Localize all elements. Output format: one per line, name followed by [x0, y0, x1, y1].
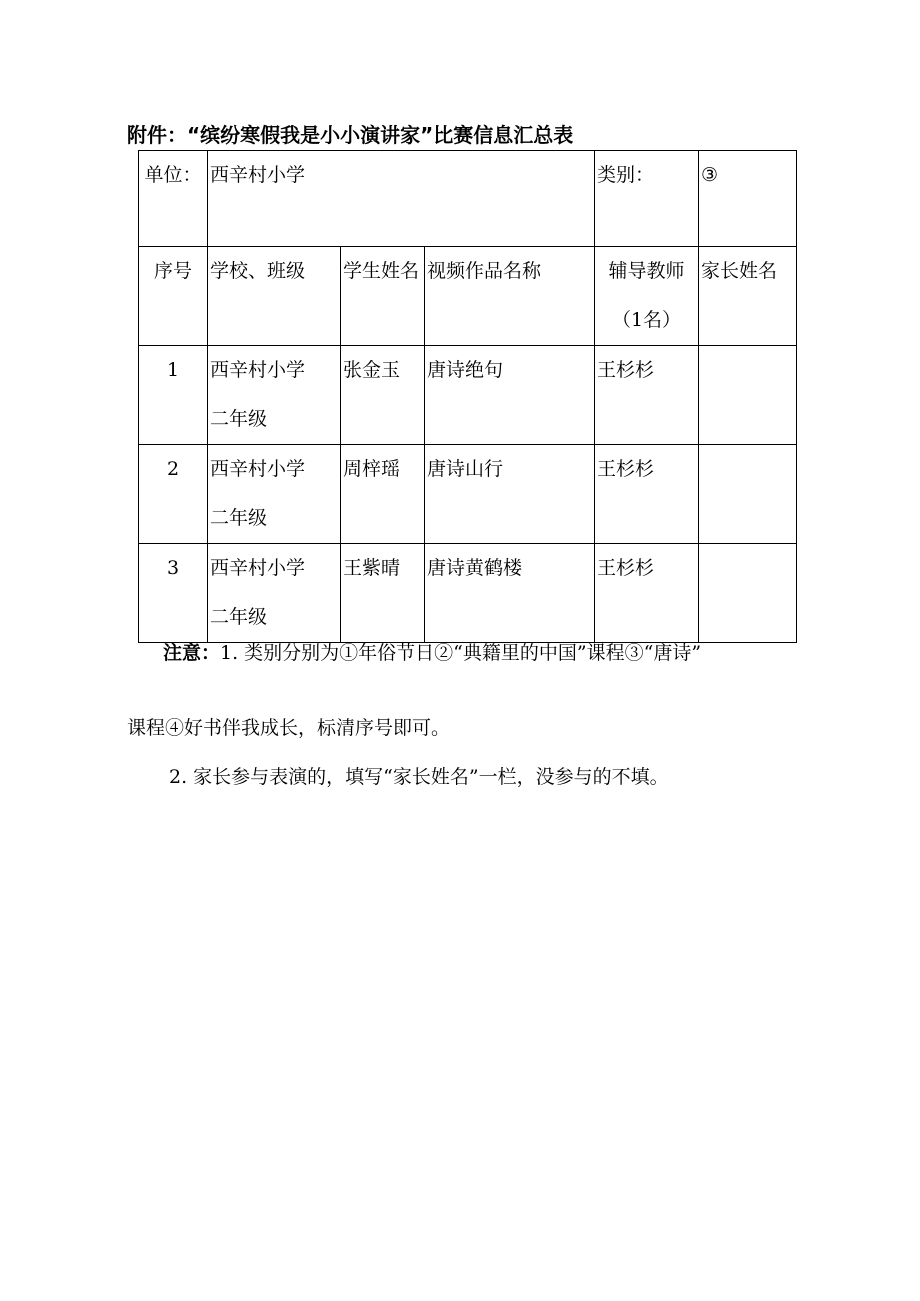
note-1-continued: 课程④好书伴我成长，标清序号即可。 — [127, 717, 451, 739]
row-class: 二年级 — [210, 606, 268, 628]
row-teacher: 王杉杉 — [595, 346, 699, 445]
row-student: 张金玉 — [341, 346, 425, 445]
category-label: 类别： — [595, 151, 699, 247]
unit-label: 单位： — [139, 151, 208, 247]
row-school: 西辛村小学 — [210, 557, 306, 579]
row-school-class — [208, 445, 341, 544]
note-label: 注意： — [163, 642, 221, 664]
row-school-class — [208, 346, 341, 445]
header-row — [139, 247, 797, 346]
table-row — [139, 544, 797, 643]
row-parent — [699, 544, 797, 643]
row-school-class — [208, 544, 341, 643]
row-work: 唐诗黄鹤楼 — [425, 544, 595, 643]
row-seq: 1 — [139, 346, 208, 445]
row-student: 王紫晴 — [341, 544, 425, 643]
note-1 — [163, 640, 783, 666]
unit-value: 西辛村小学 — [208, 151, 595, 247]
header-school-class: 学校、班级 — [208, 247, 341, 346]
row-teacher: 王杉杉 — [595, 445, 699, 544]
row-work: 唐诗山行 — [425, 445, 595, 544]
unit-row — [139, 151, 797, 247]
row-parent — [699, 346, 797, 445]
header-student-name: 学生姓名 — [341, 247, 425, 346]
document-title: 附件：“缤纷寒假我是小小演讲家”比赛信息汇总表 — [127, 123, 574, 147]
row-class: 二年级 — [210, 408, 268, 430]
row-school: 西辛村小学 — [210, 458, 306, 480]
info-table — [138, 150, 797, 643]
category-value: ③ — [699, 151, 797, 247]
row-teacher: 王杉杉 — [595, 544, 699, 643]
table-row — [139, 445, 797, 544]
note-1-text: 1. 类别分别为①年俗节日②“典籍里的中国”课程③“唐诗” — [220, 642, 702, 664]
row-seq: 3 — [139, 544, 208, 643]
note-2: 2. 家长参与表演的，填写“家长姓名”一栏，没参与的不填。 — [169, 766, 669, 788]
row-class: 二年级 — [210, 507, 268, 529]
table-row — [139, 346, 797, 445]
row-student: 周梓瑶 — [341, 445, 425, 544]
row-work: 唐诗绝句 — [425, 346, 595, 445]
header-teacher: 辅导教师（1名） — [595, 247, 699, 346]
header-seq: 序号 — [139, 247, 208, 346]
header-work-name: 视频作品名称 — [425, 247, 595, 346]
row-school: 西辛村小学 — [210, 359, 306, 381]
row-seq: 2 — [139, 445, 208, 544]
row-parent — [699, 445, 797, 544]
header-parent-name: 家长姓名 — [699, 247, 797, 346]
